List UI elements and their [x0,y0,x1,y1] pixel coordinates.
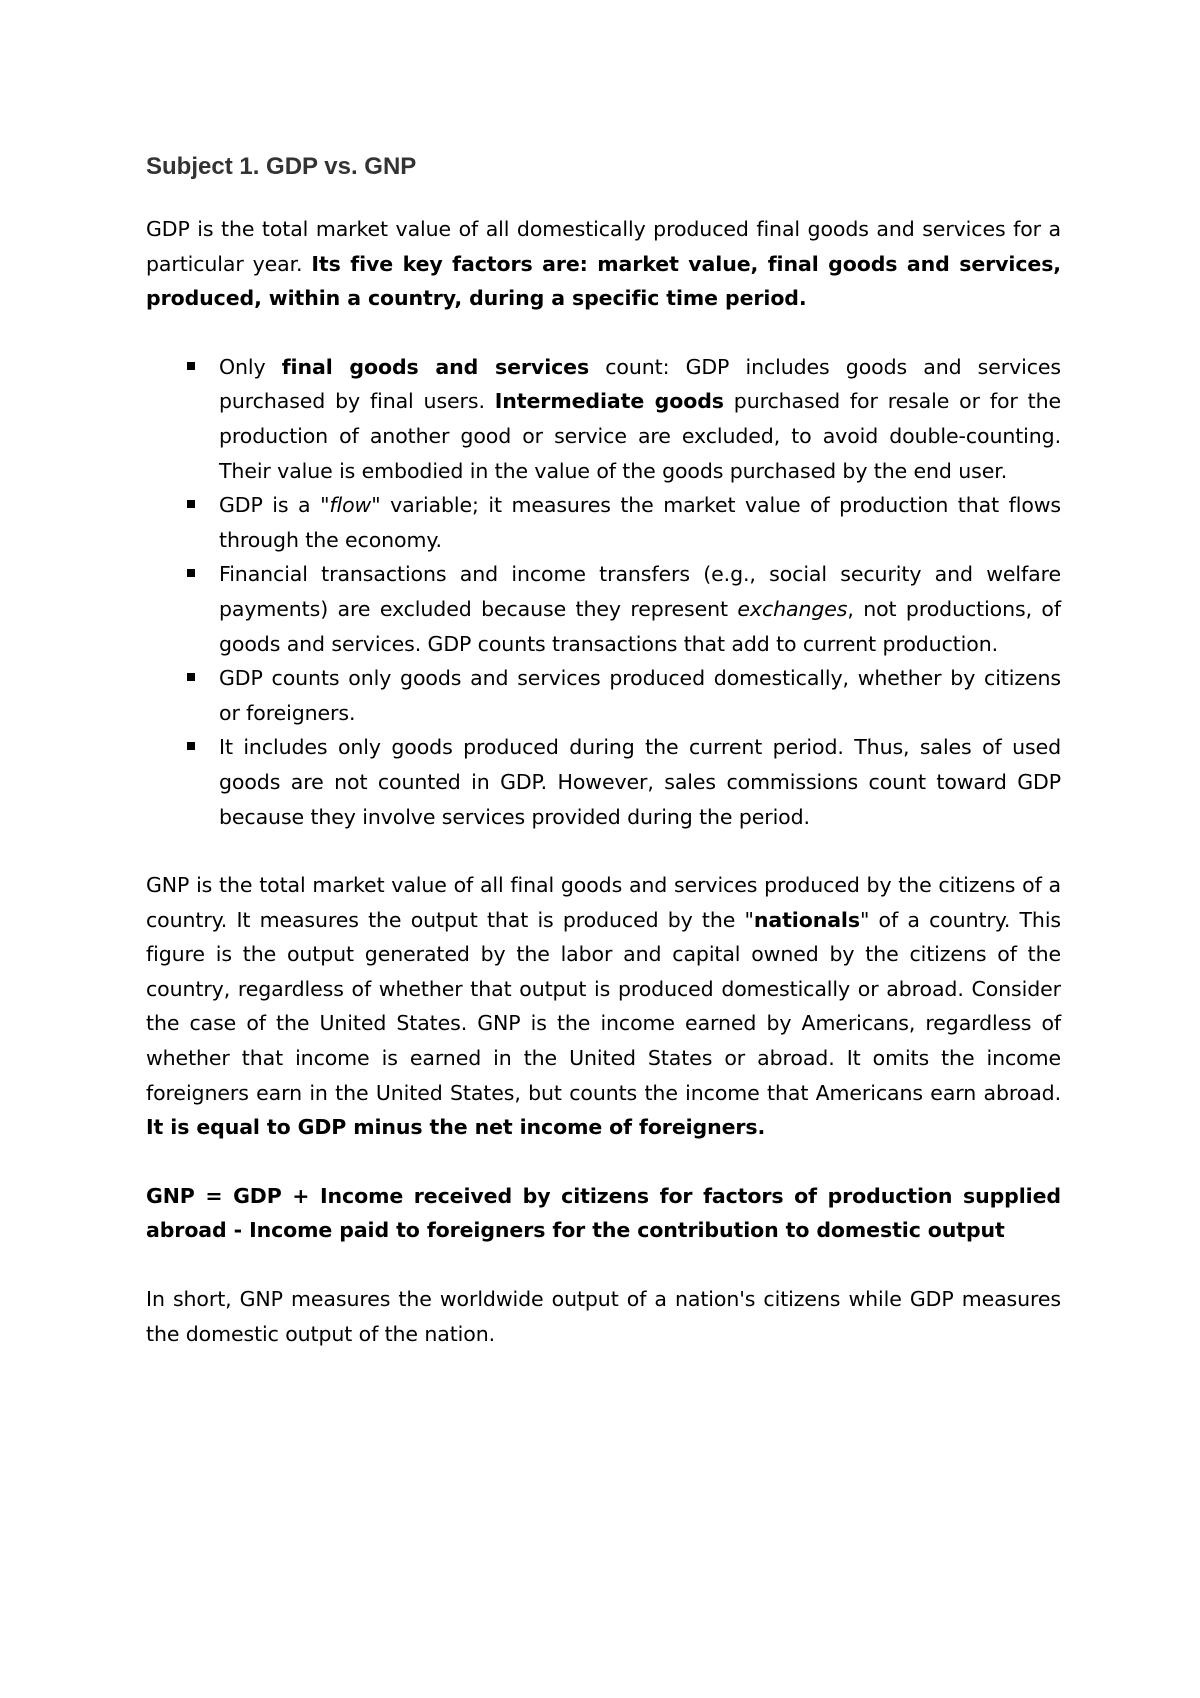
gdp-definition-text: GDP is the total market value of all domestically produced final goods and services for a particular year. [146,217,1061,276]
gdp-rules-list [146,350,1061,834]
gdp-definition-paragraph [146,212,1061,316]
list-item: Financial transactions and income transfers (e.g., social security and welfare payments) are excluded because they represent exchanges, not productions, of goods and services. GDP counts transactions that add to current production. [219,557,1061,661]
list-item: GDP counts only goods and services produced domestically, whether by citizens or foreigners. [219,661,1061,730]
gnp-definition-paragraph: GNP is the total market value of all final goods and services produced by the citizens of a country. It measures the output that is produced by the "nationals" of a country. This figure is the output generated by the labor and capital owned by the citizens of the country, regardless of whether that output is produced domestically or abroad. Consider the case of the United States. GNP is the income earned by Americans, regardless of whether that income is earned in the United States or abroad. It omits the income foreigners earn in the United States, but counts the income that Americans earn abroad. It is equal to GDP minus the net income of foreigners. [146,873,1061,1140]
document-page [146,150,1061,1351]
gnp-equality-statement: It is equal to GDP minus the net income of foreigners. [146,1115,766,1140]
square-bullet-icon [187,362,195,370]
square-bullet-icon [187,673,195,681]
page-title: Subject 1. GDP vs. GNP [146,153,417,180]
list-item: GDP is a "flow" variable; it measures the market value of production that flows through the economy. [219,488,1061,557]
gdp-key-factors: Its five key factors are: market value, final goods and services, produced, within a country, during a specific time period. [146,251,1061,311]
square-bullet-icon [187,742,195,750]
gnp-formula: GNP = GDP + Income received by citizens for factors of production supplied abroad - Income paid to foreigners for the contribution to domestic output [146,1183,1061,1243]
list-item: It includes only goods produced during the current period. Thus, sales of used goods are not counted in GDP. However, sales commissions count toward GDP because they involve services provided during the period. [219,730,1061,834]
list-item: Only final goods and services count: GDP includes goods and services purchased by final users. Intermediate goods purchased for resale or for the production of another good or service are excluded, to avoid double-counting. Their value is embodied in the value of the goods purchased by the end user. [219,350,1061,488]
square-bullet-icon [187,500,195,508]
summary-paragraph: In short, GNP measures the worldwide output of a nation's citizens while GDP measures the domestic output of the nation. [146,1287,1061,1346]
square-bullet-icon [187,569,195,577]
